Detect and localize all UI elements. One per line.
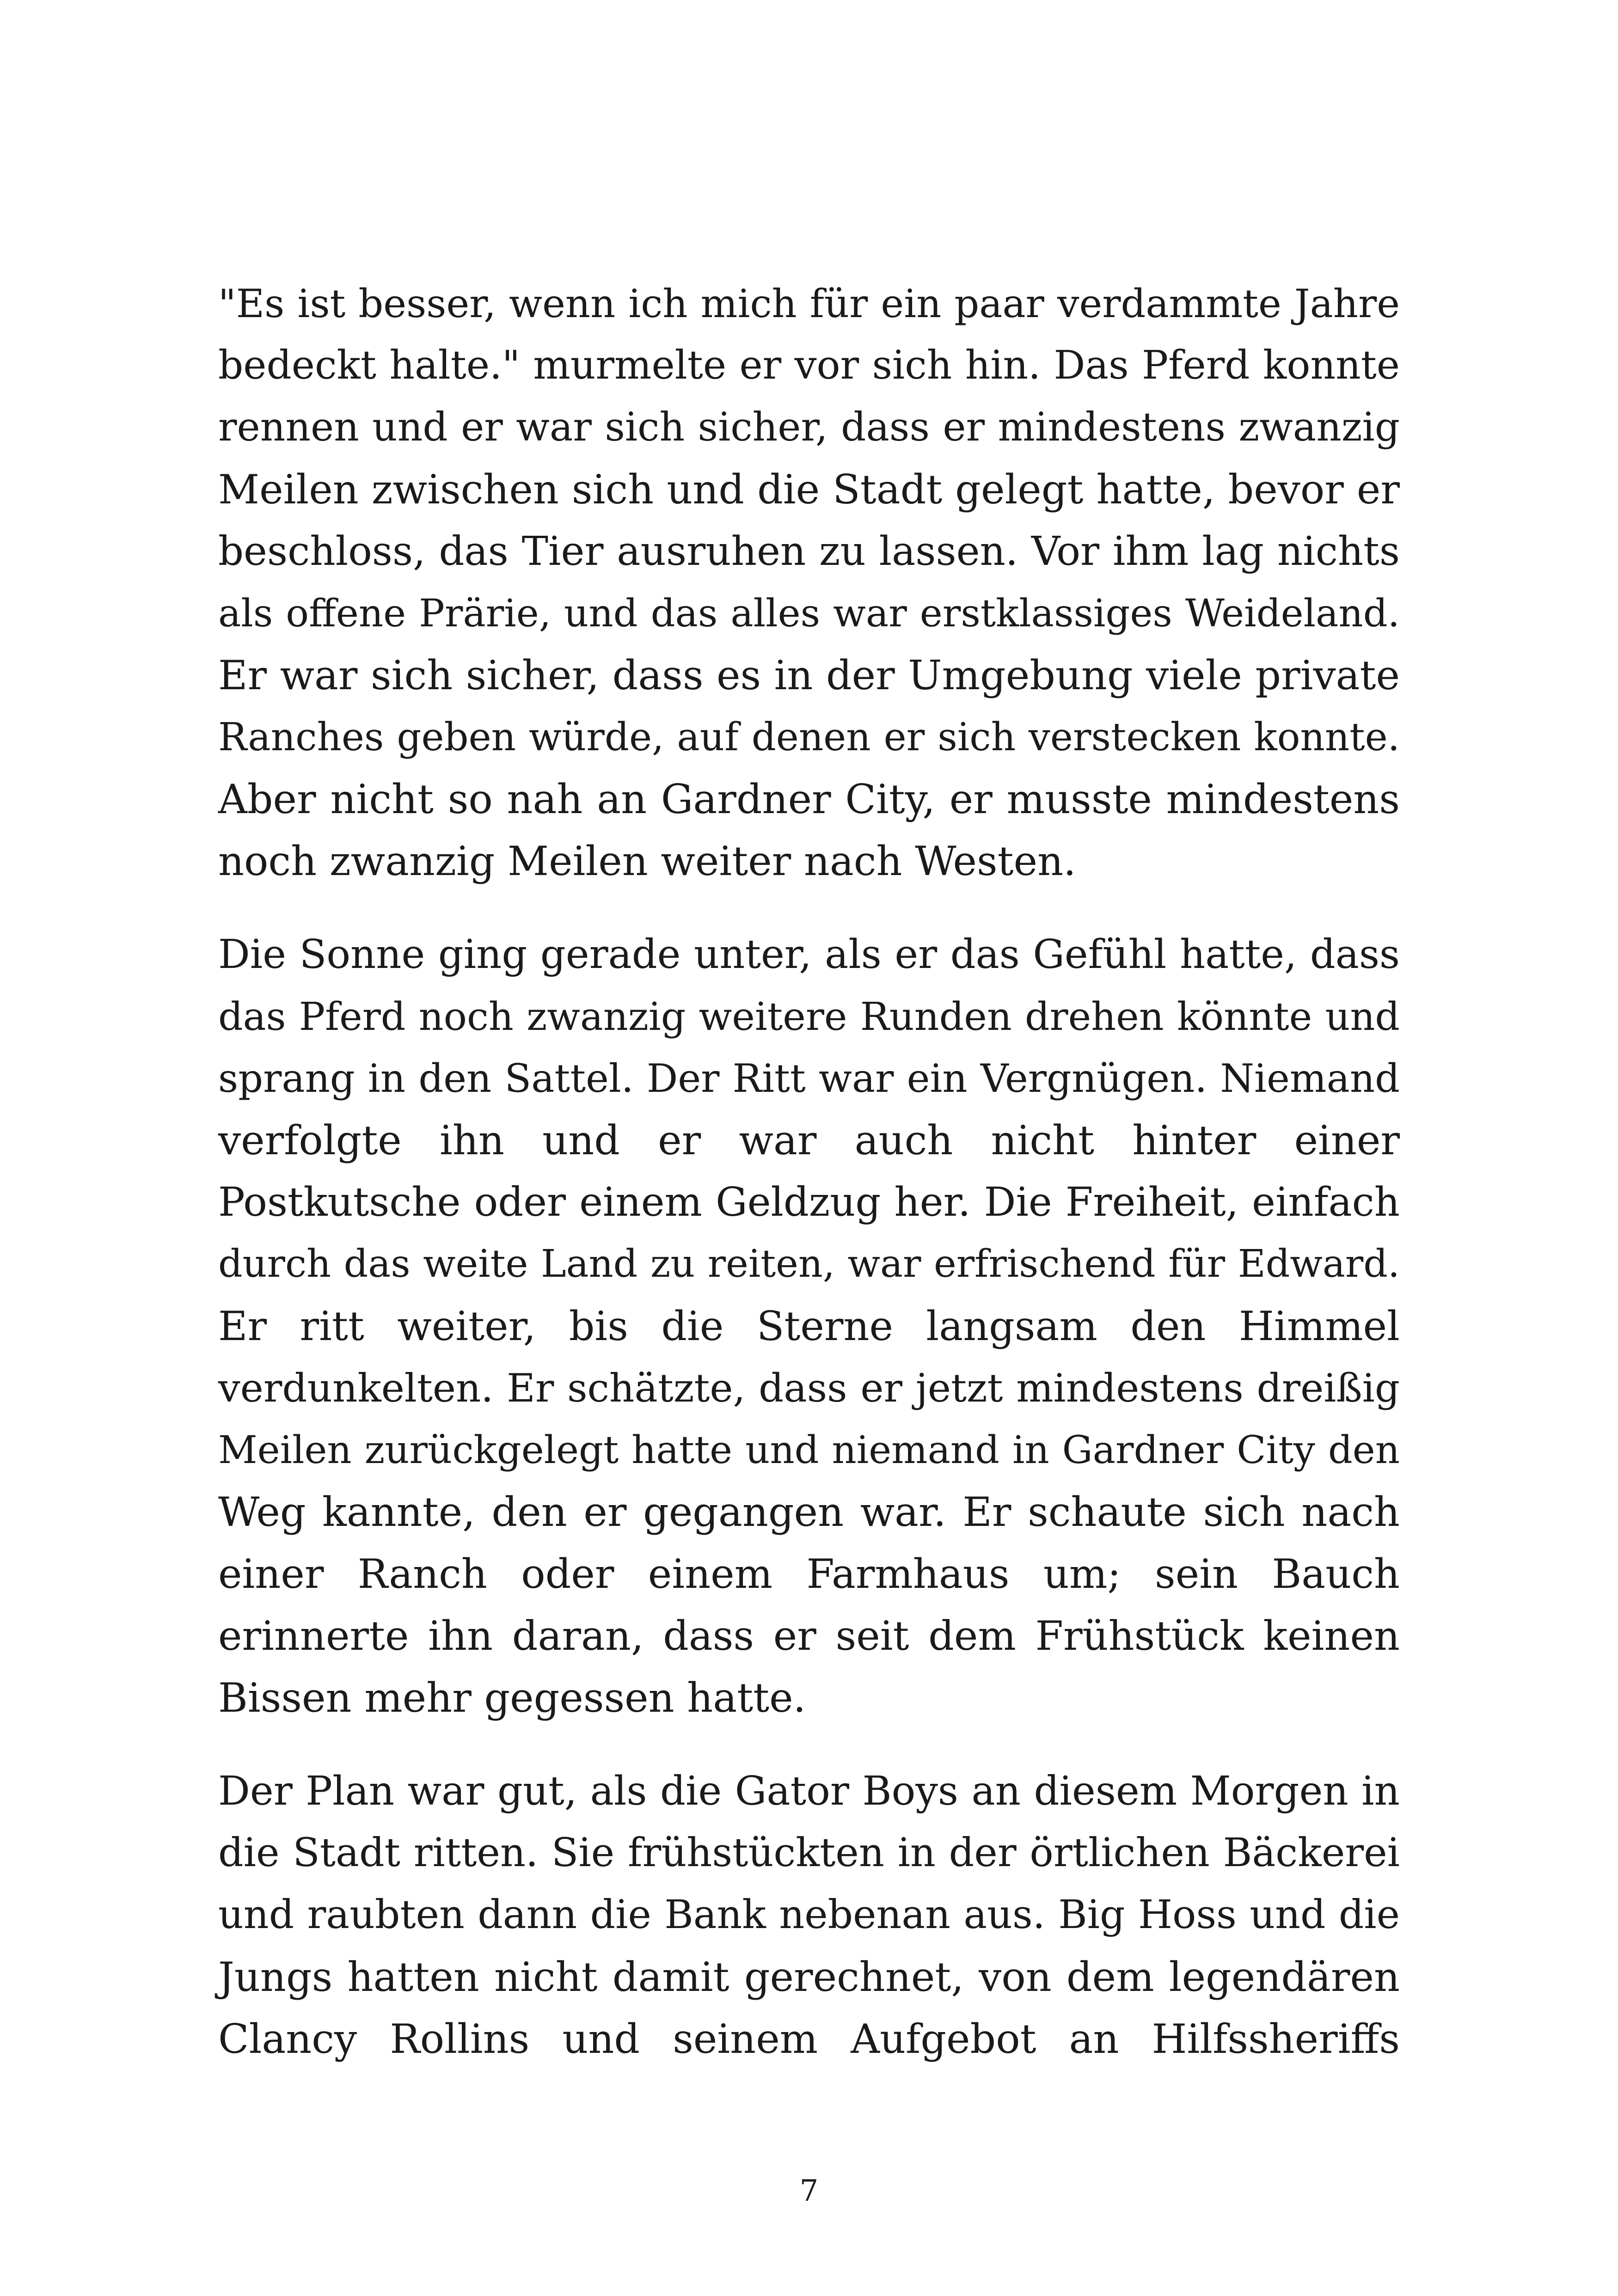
text-line: Meilen zwischen sich und die Stadt gelegt hatte, bevor er <box>218 466 1400 513</box>
text-line: beschloss, das Tier ausruhen zu lassen. Vor ihm lag nichts <box>218 528 1400 575</box>
text-line: durch das weite Land zu reiten, war erfrischend für Edward. <box>218 1242 1400 1286</box>
text-line: sprang in den Sattel. Der Ritt war ein Vergnügen. Niemand <box>218 1056 1400 1101</box>
text-line: erinnerte ihn daran, dass er seit dem Frühstück keinen <box>218 1612 1400 1659</box>
text-line: bedeckt halte." murmelte er vor sich hin. Das Pferd konnte <box>218 343 1400 388</box>
text-line: einer Ranch oder einem Farmhaus um; sein Bauch <box>218 1550 1400 1598</box>
text-line: als offene Prärie, und das alles war erstklassiges Weideland. <box>218 591 1400 636</box>
text-line: Er war sich sicher, dass es in der Umgebung viele private <box>218 652 1400 699</box>
text-line: das Pferd noch zwanzig weitere Runden drehen könnte und <box>218 994 1400 1039</box>
page-number: 7 <box>799 2174 819 2208</box>
text-line: Aber nicht so nah an Gardner City, er musste mindestens <box>218 776 1400 823</box>
text-line: Meilen zurückgelegt hatte und niemand in Gardner City den <box>218 1427 1400 1472</box>
paragraph-1 <box>218 273 1400 892</box>
paragraph-2 <box>218 924 1400 1729</box>
text-line: Clancy Rollins und seinem Aufgebot an Hilfssheriffs <box>218 2015 1400 2063</box>
text-line: und raubten dann die Bank nebenan aus. Big Hoss und die <box>218 1892 1400 1938</box>
body-text <box>218 273 1400 2101</box>
text-line: Er ritt weiter, bis die Sterne langsam den Himmel <box>218 1303 1400 1350</box>
text-line: "Es ist besser, wenn ich mich für ein paar verdammte Jahre <box>218 281 1400 326</box>
text-line: Jungs hatten nicht damit gerechnet, von dem legendären <box>218 1953 1400 2001</box>
text-line: rennen und er war sich sicher, dass er mindestens zwanzig <box>218 404 1400 450</box>
text-line: Ranches geben würde, auf denen er sich verstecken konnte. <box>218 715 1400 759</box>
text-line: Die Sonne ging gerade unter, als er das Gefühl hatte, dass <box>218 931 1400 978</box>
text-line: die Stadt ritten. Sie frühstückten in der örtlichen Bäckerei <box>218 1830 1400 1876</box>
text-line: noch zwanzig Meilen weiter nach Westen. <box>218 838 1076 885</box>
text-line: Bissen mehr gegessen hatte. <box>218 1674 806 1721</box>
text-line: Postkutsche oder einem Geldzug her. Die Freiheit, einfach <box>218 1179 1400 1225</box>
text-line: verdunkelten. Er schätzte, dass er jetzt mindestens dreißig <box>218 1365 1400 1411</box>
text-line: Weg kannte, den er gegangen war. Er schaute sich nach <box>218 1488 1400 1536</box>
text-line: verfolgte ihn und er war auch nicht hinter einer <box>218 1117 1400 1164</box>
text-line: Der Plan war gut, als die Gator Boys an diesem Morgen in <box>218 1768 1400 1814</box>
paragraph-3 <box>218 1760 1400 2070</box>
